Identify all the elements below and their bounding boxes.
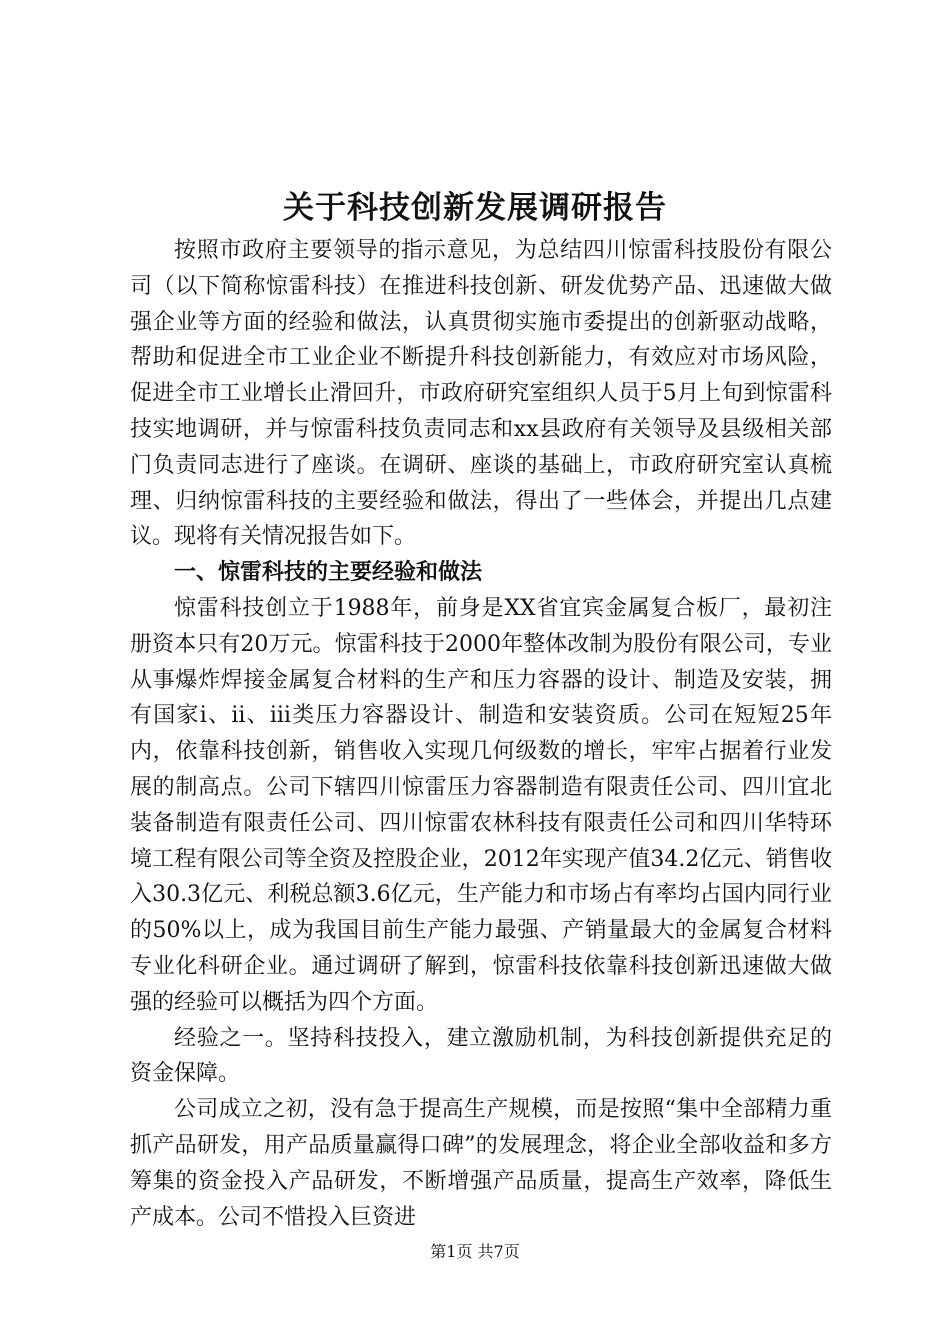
page-footer: 第1页 共7页 [430, 1242, 520, 1261]
paragraph-company-overview: 惊雷科技创立于1988年，前身是XX省宜宾金属复合板厂，最初注册资本只有20万元。惊雷科技于2000年整体改制为股份有限公司，专业从事爆炸焊接金属复合材料的生产和压力容器的设计、制造及安装，拥有国家ⅰ、ⅱ、ⅲ类压力容器设计、制造和安装资质。公司在短短25年内，依靠科技创新，销售收入实现几何级数的增长，牢牢占据着行业发展的制高点。公司下辖四川惊雷压力容器制造有限责任公司、四川宜北装备制造有限责任公司、四川惊雷农林科技有限责任公司和四川华特环境工程有限公司等全资及控股企业，2012年实现产值34.2亿元、销售收入30.3亿元、利税总额3.6亿元，生产能力和市场占有率均占国内同行业的50%以上，成为我国目前生产能力最强、产销量最大的金属复合材料专业化科研企业。通过调研了解到，惊雷科技依靠科技创新迅速做大做强的经验可以概括为四个方面。 [130, 595, 832, 1015]
section-heading: 一、惊雷科技的主要经验和做法 [174, 559, 483, 586]
paragraph-founding: 公司成立之初，没有急于提高生产规模，而是按照“集中全部精力重抓产品研发，用产品质量赢得口碑”的发展理念，将企业全部收益和多方筹集的资金投入产品研发，不断增强产品质量，提高生产效率，降低生产成本。公司不惜投入巨资进 [130, 1097, 832, 1230]
document-title: 关于科技创新发展调研报告 [283, 190, 667, 226]
paragraph-experience-one: 经验之一。坚持科技投入，建立激励机制，为科技创新提供充足的资金保障。 [130, 1025, 832, 1087]
paragraph-intro: 按照市政府主要领导的指示意见，为总结四川惊雷科技股份有限公司（以下简称惊雷科技）在推进科技创新、研发优势产品、迅速做大做强企业等方面的经验和做法，认真贯彻实施市委提出的创新驱动战略，帮助和促进全市工业企业不断提升科技创新能力，有效应对市场风险，促进全市工业增长止滑回升，市政府研究室组织人员于5月上旬到惊雷科技实地调研，并与惊雷科技负责同志和xx县政府有关领导及县级相关部门负责同志进行了座谈。在调研、座谈的基础上，市政府研究室认真梳理、归纳惊雷科技的主要经验和做法，得出了一些体会，并提出几点建议。现将有关情况报告如下。 [130, 238, 832, 550]
document-body [130, 233, 832, 1235]
